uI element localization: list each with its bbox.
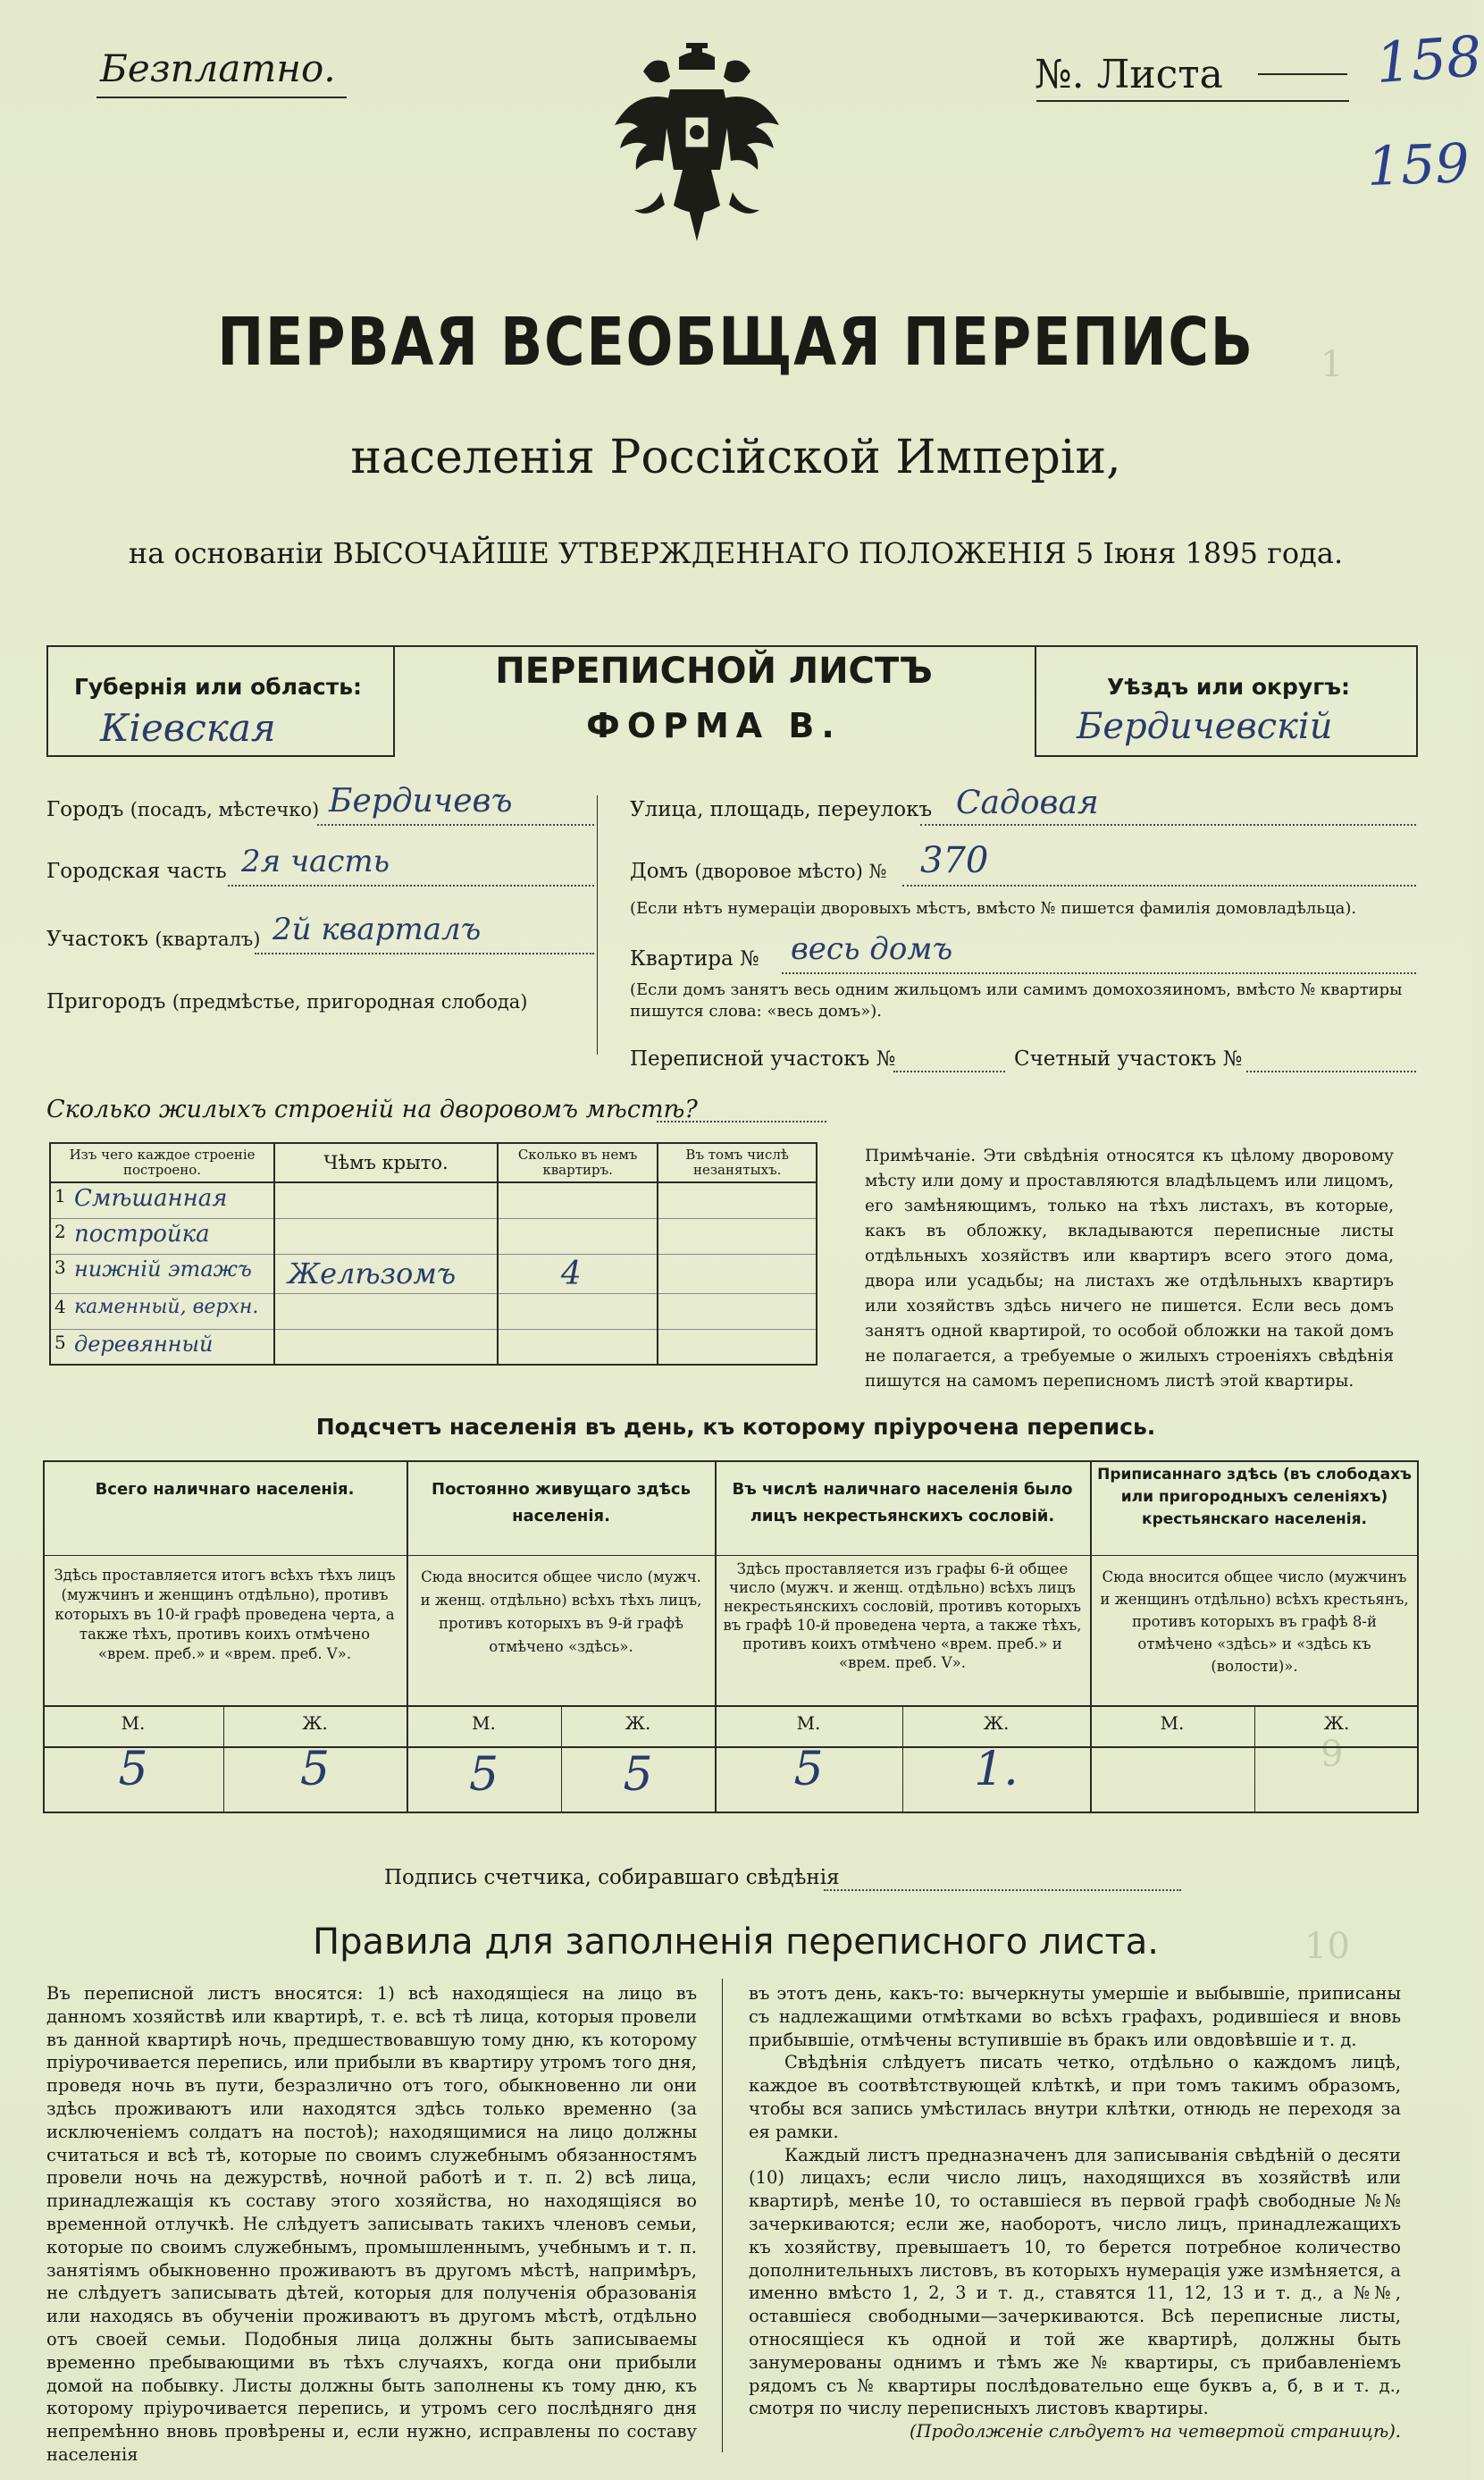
- city-value: Бердичевъ: [329, 783, 513, 820]
- nonpeasant-male-count: 5: [793, 1743, 824, 1796]
- apartment-label: Квартира №: [630, 947, 759, 971]
- pop-col-peasant-header: Приписаннаго здѣсь (въ слободахъ или пригородныхъ селеніяхъ) крестьянскаго населенія.: [1097, 1466, 1412, 1528]
- rules-title: Правила для заполненія переписного листа.: [313, 1921, 1159, 1963]
- permanent-female-count: 5: [623, 1748, 653, 1802]
- district-label: Уѣздъ или округъ:: [1106, 674, 1351, 700]
- street-value: Садовая: [956, 785, 1099, 821]
- count-area-label: Счетный участокъ №: [1014, 1047, 1243, 1071]
- section-value: 2й кварталъ: [272, 912, 482, 947]
- pop-col-present-header: Всего наличнаго населенія.: [95, 1480, 355, 1499]
- census-area-label: Переписной участокъ №: [630, 1047, 896, 1071]
- buildings-question: Сколько жилыхъ строеній на дворовомъ мѣстѣ?: [46, 1096, 698, 1123]
- street-label: Улица, площадь, переулокъ: [630, 798, 933, 821]
- rules-right-column: въ этотъ день, какъ-то: вычеркнуты умершіе и выбывшіе, приписаны съ надлежащими отмѣтками во всѣхъ графахъ, родившіеся и вновь прибывшіе, отмѣчены вступившіе въ бракъ или овдовѣвшіе и т. д. Свѣдѣнія слѣдуетъ писать четко, отдѣльно о каждомъ лицѣ, каждое въ соотвѣтствующей клѣткѣ, и при томъ такимъ образомъ, чтобы вся запись умѣстилась внутри клѣтки, отнюдь не переходя за ея рамки. Каждый листъ предназначенъ для записыванія свѣдѣній о десяти (10) лицахъ; если число лицъ, находящихся въ хозяйствѣ или квартирѣ, менѣе 10, то оставшіеся въ первой графѣ свободные №№ зачеркиваются; если же, наоборотъ, число лицъ, принадлежащихъ къ хозяйству, превышаетъ 10, то берется потребное количество дополнительныхъ листовъ, въ которыхъ нумерація уже измѣняется, а именно вмѣсто 1, 2, 3 и т. д., ставятся 11, 12, 13 и т. д., а №№, оставшіеся свободными—зачеркиваются. Всѣ переписные листы, относящіеся къ одной и той же квартирѣ, должны быть занумерованы однимъ и тѣмъ же № квартиры, съ прибавленіемъ рядомъ съ № квартиры послѣдовательно еще буквъ а, б, в и т. д., смотря по числу переписныхъ листовъ квартиры. (Продолженіе слѣдуетъ на четвертой страницѣ).: [749, 1983, 1401, 2442]
- table-row: 1 Смѣшанная: [50, 1182, 817, 1218]
- present-female-count: 5: [299, 1743, 331, 1796]
- female-label: Ж.: [302, 1712, 328, 1734]
- province-value: Кіевская: [100, 706, 276, 750]
- page-subtitle: населенія Россійской Имперіи,: [350, 431, 1121, 484]
- buildings-header-material: Изъ чего каждое строеніе построено.: [50, 1143, 274, 1182]
- buildings-header-roof: Чѣмъ крыто.: [274, 1143, 498, 1182]
- rules-left-column: Въ переписной листъ вносятся: 1) всѣ находящіеся на лицо въ данномъ хозяйствѣ или квартирѣ, т. е. всѣ тѣ лица, которыя провели въ данной квартирѣ ночь, предшествовавшую тому дню, къ которому пріурочивается перепись, или прибыли въ квартиру утромъ того дня, проведя ночь въ пути, безразлично отъ того, обыкновенно ли они здѣсь проживаютъ или находятся здѣсь только временно (за исключеніемъ солдатъ на постоѣ); находящимися на лицо должны считаться и всѣ тѣ, которые по своимъ служебнымъ обязанностямъ провели ночь на дежурствѣ, ночной работѣ и т. п. 2) всѣ лица, принадлежащія къ составу этого хозяйства, но находящіяся во временной отлучкѣ. Не слѣдуетъ записывать такихъ членовъ семьи, которые по своимъ служебнымъ, промышленнымъ, учебнымъ и т. п. занятіямъ обыкновенно проживаютъ въ другомъ мѣстѣ, напримѣръ, не слѣдуетъ записывать дѣтей, которыя для полученія образованія или находясь въ обученіи проживаютъ въ другомъ мѣстѣ, отдѣльно отъ своей семьи. Подобныя лица должны быть записываемы временно пребывающими въ тѣхъ случаяхъ, когда они прибыли домой на побывку. Листы должны быть заполнены къ тому дню, къ которому пріурочивается перепись, и утромъ сего послѣдняго дня непремѣнно вновь провѣрены и, если нужно, исправлены по составу населенія: [46, 1983, 697, 2465]
- nonpeasant-female-count: 1.: [974, 1743, 1019, 1796]
- page-title: ПЕРВАЯ ВСЕОБЩАЯ ПЕРЕПИСЬ: [217, 304, 1254, 381]
- city-row: Городъ (посадъ, мѣстечко): [46, 798, 320, 821]
- city-part-value: 2я часть: [241, 844, 390, 879]
- male-label: М.: [472, 1712, 496, 1734]
- buildings-header-vacant: Въ томъ числѣ незанятыхъ.: [658, 1143, 817, 1182]
- table-row: 5 деревянный: [50, 1329, 817, 1365]
- legal-basis: на основаніи ВЫСОЧАЙШЕ УТВЕРЖДЕННАГО ПОЛОЖЕНІЯ 5 Іюня 1895 года.: [128, 536, 1344, 570]
- buildings-table: [49, 1142, 817, 1366]
- bleed-through: 1: [1321, 344, 1344, 385]
- male-label: М.: [796, 1712, 821, 1734]
- present-male-count: 5: [118, 1743, 148, 1796]
- section-row: Участокъ (кварталъ): [46, 928, 261, 951]
- house-hint: (Если нѣтъ нумераціи дворовыхъ мѣстъ, вмѣсто № пишется фамилія домовладѣльца).: [630, 899, 1357, 918]
- archive-stamp-number: 159: [1365, 132, 1471, 198]
- archive-stamp-number: 158: [1373, 22, 1484, 97]
- house-value: 370: [920, 840, 989, 881]
- imperial-eagle-emblem: [608, 36, 786, 259]
- continued-note: (Продолженіе слѣдуетъ на четвертой страницѣ).: [909, 2421, 1401, 2442]
- district-value: Бердичевскій: [1077, 706, 1333, 747]
- apartment-hint: (Если домъ занятъ весь одним жильцомъ или самимъ домохозяиномъ, вмѣсто № квартиры пишутся слова: «весь домъ»).: [630, 980, 1403, 1021]
- pop-col-nonpeasant-desc: Здѣсь проставляется изъ графы 6-й общее число (мужч. и женщ. отдѣльно) всѣхъ лицъ некрестьянскихъ сословій, противъ которыхъ въ графѣ 10-й проведена черта, а также тѣхъ, противъ коихъ отмѣчено «врем. преб.» и «врем. преб. V».: [723, 1560, 1082, 1671]
- sheet-number-label: №. Листа: [1035, 52, 1223, 97]
- pop-col-peasant-desc: Сюда вносится общее число (мужчинъ и женщинъ отдѣльно) всѣхъ крестьянъ, противъ которыхъ въ графѣ 8-й отмѣчено «здѣсь» и «здѣсь къ (волости)».: [1100, 1568, 1409, 1675]
- bleed-through: 9: [1321, 1734, 1344, 1775]
- population-title: Подсчетъ населенія въ день, къ которому пріурочена перепись.: [315, 1414, 1156, 1440]
- male-label: М.: [121, 1712, 146, 1734]
- apartment-value: весь домъ: [791, 931, 953, 967]
- house-row: Домъ (дворовое мѣсто) №: [630, 860, 887, 883]
- pop-col-nonpeasant-header: Въ числѣ наличнаго населенія было лицъ некрестьянскихъ сословій.: [732, 1480, 1073, 1526]
- buildings-note: Примѣчаніе. Эти свѣдѣнія относятся къ цѣлому дворовому мѣсту или дому и проставляются владѣльцемъ или лицомъ, его замѣняющимъ, только на тѣхъ листахъ, въ которые, какъ въ обложку, вкладываются переписные листы отдѣльныхъ хозяйствъ или квартиръ всего этого дома, двора или усадьбы; на листахъ же отдѣльныхъ квартиръ или хозяйствъ здѣсь ничего не пишется. Если весь домъ занятъ одной квартирой, то особой обложки на такой домъ не полагается, а требуемые о жилыхъ строеніяхъ свѣдѣнія пишутся на самомъ переписномъ листѣ этой квартиры.: [865, 1147, 1394, 1391]
- bleed-through: 10: [1304, 1926, 1350, 1967]
- suburb-row: Пригородъ (предмѣстье, пригородная слобода): [46, 990, 528, 1013]
- table-row: 3 нижній этажъ Желѣзомъ 4: [50, 1254, 817, 1293]
- female-label: Ж.: [625, 1712, 651, 1734]
- form-type: ФОРМА В.: [586, 706, 842, 745]
- male-label: М.: [1160, 1712, 1185, 1734]
- female-label: Ж.: [983, 1712, 1010, 1734]
- table-row: 2 постройка: [50, 1218, 817, 1254]
- pop-col-present-desc: Здѣсь проставляется итогъ всѣхъ тѣхъ лицъ (мужчинъ и женщинъ отдѣльно), противъ которыхъ въ 10-й графѣ проведена черта, а также тѣхъ, противъ коихъ отмѣчено «врем. преб.» и «врем. преб. V».: [54, 1567, 396, 1662]
- permanent-male-count: 5: [468, 1748, 499, 1802]
- form-title: ПЕРЕПИСНОЙ ЛИСТЪ: [495, 651, 933, 692]
- pop-col-permanent-header: Постоянно живущаго здѣсь населенія.: [432, 1480, 691, 1526]
- free-label: Безплатно.: [100, 46, 336, 90]
- buildings-header-apartments: Сколько въ немъ квартиръ.: [498, 1143, 658, 1182]
- province-label: Губернія или область:: [73, 674, 363, 700]
- pop-col-permanent-desc: Сюда вносится общее число (мужч. и женщ. отдѣльно) всѣхъ тѣхъ лицъ, противъ которыхъ въ 9-й графѣ отмѣчено «здѣсь».: [420, 1568, 702, 1655]
- table-row: 4 каменный, верхн.: [50, 1293, 817, 1329]
- city-part-label: Городская часть: [46, 860, 227, 883]
- female-label: Ж.: [1323, 1712, 1350, 1734]
- enumerator-signature-label: Подпись счетчика, собиравшаго свѣдѣнія: [384, 1866, 840, 1889]
